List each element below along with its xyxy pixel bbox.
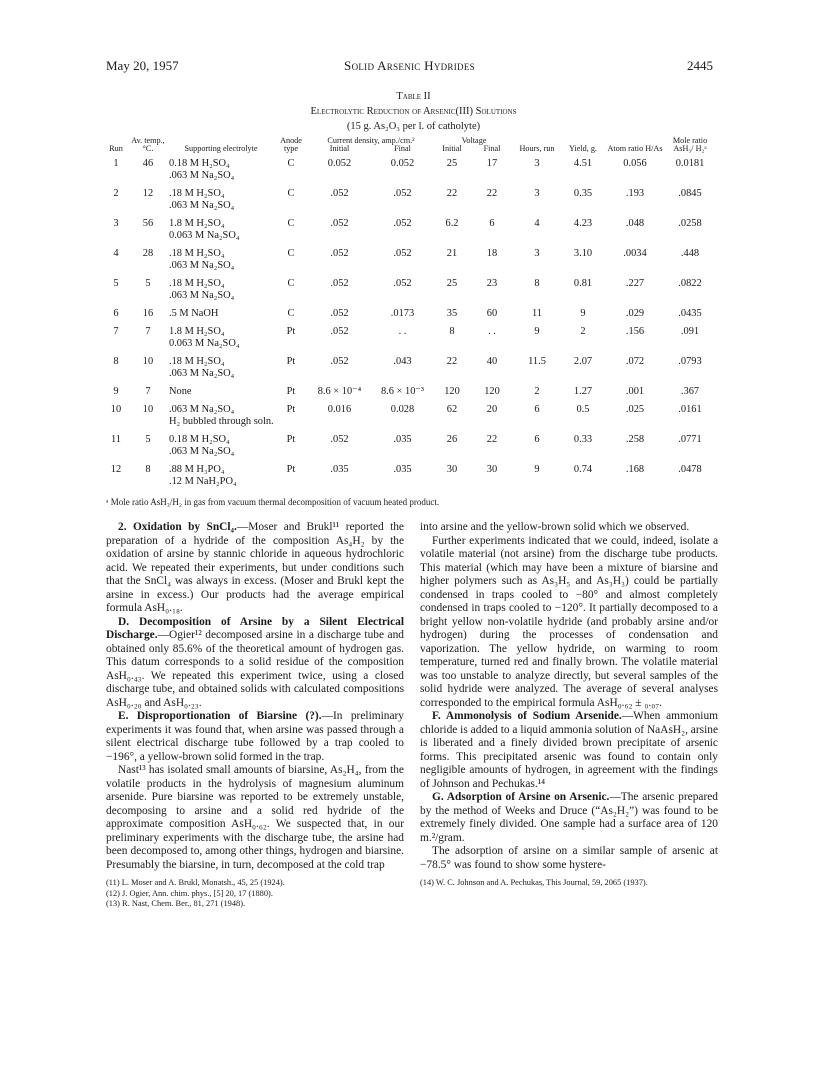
cell-hours: 3 — [534, 187, 540, 199]
cell-ci: .052 — [330, 217, 349, 229]
cell-anode: Pt — [286, 403, 296, 415]
cell-vf: . . — [488, 325, 496, 337]
col-voltage-final: Final — [483, 144, 501, 154]
para-adsorption: G. Adsorption of Arsine on Arsenic.—The arsenic prepared by the method of Weeks and Druce (“As₂H₂”) was found to be extremely finely divided. One sample had a surface area of 120 m.²/gram. — [420, 791, 718, 844]
cell-yield: 0.35 — [573, 187, 593, 199]
cell-run: 11 — [110, 433, 121, 445]
cell-run: 8 — [113, 355, 119, 367]
table-row-continuation — [104, 476, 716, 494]
para-nast: Nast¹³ has isolated small amounts of biarsine, As₂H₄, from the volatile products in the hydrolysis of magnesium aluminum arsenide. Pure biarsine was reported to be extremely unstable, decomposing to arsine and a solid red hydride of the approximate composition AsH₀.₆₂. We suspected that, in our preliminary experiments with the discharge tube, the arsine had been decomposed to, among other things, hydrogen and biarsine. Presumably the biarsine, in turn, decomposed at the cold trap — [106, 764, 404, 871]
cell-ci: .035 — [330, 463, 349, 475]
cell-temp: 7 — [145, 325, 151, 337]
cell-ci: .052 — [330, 187, 349, 199]
cell-run: 12 — [110, 463, 122, 475]
cell-anode: Pt — [286, 385, 296, 397]
col-electrolyte: Supporting electrolyte — [184, 144, 258, 154]
para-discharge: D. Decomposition of Arsine by a Silent Electrical Discharge.—Ogier¹² decomposed arsine in a discharge tube and obtained only 85.6% of the theoretical amount of hydrogen gas. This datum corresponds to a solid residue of the composition AsH₀.₄₃. We repeated this experiment twice, using a closed discharge tube, and obtained solids with calculated compositions AsH₀.₂₀ and AsH₀.₂₃. — [106, 615, 404, 709]
cell-vf: 17 — [486, 157, 498, 169]
cell-hours: 2 — [534, 385, 540, 397]
cell-el1: 0.18 M H₂SO₄ — [169, 157, 230, 169]
cell-mole: .091 — [680, 325, 700, 337]
cell-el1: .063 M Na₂SO₄ — [169, 403, 235, 415]
cell-mole: .0822 — [678, 277, 702, 289]
footnotes-right — [420, 878, 718, 889]
cell-el1: .18 M H₂SO₄ — [169, 247, 225, 259]
cell-hours: 9 — [534, 325, 540, 337]
table-row — [104, 404, 716, 416]
cell-ci: .052 — [330, 325, 349, 337]
cell-vi: 120 — [444, 385, 460, 397]
cell-temp: 7 — [145, 385, 151, 397]
cell-mole: .0161 — [678, 403, 702, 415]
cell-ci: .052 — [330, 247, 349, 259]
cell-cf: 0.052 — [390, 157, 415, 169]
cell-run: 2 — [113, 187, 119, 199]
cell-yield: 2 — [580, 325, 586, 337]
para-ammonolysis: F. Ammonolysis of Sodium Arsenide.—When ammonium chloride is added to a liquid ammonia solution of NaAsH₂, arsine is liberated and a finely divided brown precipitate of arsenic forms. This precipitated arsenic was found to contain only negligible amounts of hydrogen, in agreement with the findings of Johnson and Pechukas.¹⁴ — [420, 710, 718, 790]
cell-vi: 25 — [446, 157, 458, 169]
footnotes-left — [106, 878, 404, 910]
cell-el2: 0.063 M Na₂SO₄ — [169, 229, 240, 241]
table-row-continuation — [104, 338, 716, 356]
cell-yield: 0.74 — [573, 463, 593, 475]
cell-atom: .227 — [625, 277, 645, 289]
cell-anode: Pt — [286, 325, 296, 337]
cell-atom: 0.056 — [623, 157, 647, 169]
cell-el1: None — [169, 385, 192, 397]
table-row — [104, 464, 716, 476]
cell-cf: .043 — [393, 355, 412, 367]
cell-mole: .0258 — [678, 217, 702, 229]
cell-vf: 23 — [486, 277, 498, 289]
footnote-13: (13) R. Nast, Chem. Ber., 81, 271 (1948). — [106, 899, 246, 908]
cell-el2: .063 M Na₂SO₄ — [169, 445, 235, 457]
cell-hours: 6 — [534, 403, 540, 415]
col-mole-ratio: Mole ratio AsH₃/ H₂ᵃ — [672, 136, 708, 154]
table-row — [104, 188, 716, 200]
table-row — [104, 278, 716, 290]
cell-temp: 12 — [142, 187, 154, 199]
cell-el1: .88 M H₃PO₄ — [169, 463, 225, 475]
cell-el1: 1.8 M H₂SO₄ — [169, 325, 225, 337]
cell-vf: 30 — [486, 463, 498, 475]
cell-temp: 16 — [142, 307, 154, 319]
cell-vi: 22 — [446, 187, 458, 199]
cell-ci: 0.016 — [327, 403, 352, 415]
cell-vf: 20 — [486, 403, 498, 415]
cell-anode: C — [287, 217, 295, 229]
para-oxidation: 2. Oxidation by SnCl₄.—Moser and Brukl¹¹ reported the preparation of a hydride of the composition As₄H₂ by the oxidation of arsine by stannic chloride in aqueous hydrochloric acid. We repeated their experiments, but under conditions such that the SnCl₄ was always in excess. (Moser and Brukl kept the arsine in excess.) Our products had the average empirical formula AsH₀.₁₈. — [106, 521, 404, 614]
cell-atom: .048 — [625, 217, 645, 229]
cell-mole: .0435 — [678, 307, 702, 319]
cell-ci: .052 — [330, 433, 349, 445]
cell-el2: .063 M Na₂SO₄ — [169, 199, 235, 211]
left-column — [106, 521, 404, 910]
cell-anode: C — [287, 157, 295, 169]
cell-run: 7 — [113, 325, 119, 337]
heading-ammonolysis: F. Ammonolysis of Sodium Arsenide. — [432, 710, 622, 722]
cell-vf: 40 — [486, 355, 498, 367]
cell-cf: 0.028 — [390, 403, 415, 415]
cell-temp: 10 — [142, 403, 154, 415]
table-row — [104, 434, 716, 446]
cell-atom: .193 — [625, 187, 645, 199]
col-current-final: Final — [394, 144, 411, 154]
cell-hours: 9 — [534, 463, 540, 475]
col-voltage-initial: Initial — [442, 144, 462, 154]
header-title: Solid Arsenic Hydrides — [344, 58, 475, 73]
heading-adsorption: G. Adsorption of Arsine on Arsenic. — [432, 791, 610, 803]
cell-temp: 5 — [145, 277, 151, 289]
cell-run: 6 — [113, 307, 119, 319]
table-row-continuation — [104, 416, 716, 434]
cell-vi: 8 — [449, 325, 455, 337]
cell-yield: 4.23 — [573, 217, 593, 229]
cell-yield: 0.5 — [576, 403, 590, 415]
cell-el2: .063 M Na₂SO₄ — [169, 289, 235, 301]
para-continued: into arsine and the yellow-brown solid which we observed. — [420, 521, 690, 533]
para-further: Further experiments indicated that we could, indeed, isolate a volatile material (not arsine) from the discharge tube products. This material (which may have been a mixture of biarsine and higher polymers such as As₃H₅ and As₃H₃) could be partially condensed in traps cooled to −80° and almost completely condensed in traps cooled to −120°. It partially decomposed to a bright yellow non-volatile hydride (and probably arsine and/or hydrogen) during the processes of condensation and vaporization. The yellow hydride, on warming to room temperature, turned red and finally brown. The volatile material was too unstable to analyze directly, but several samples of the solid hydride were analyzed. The average of several analyses corresponded to the empirical formula AsH₀.₆₂ ± ₀.₀₇. — [420, 534, 718, 709]
cell-el2: 0.063 M Na₂SO₄ — [169, 337, 240, 349]
cell-hours: 11 — [531, 307, 542, 319]
right-column — [420, 521, 718, 889]
cell-el1: .18 M H₂SO₄ — [169, 277, 225, 289]
cell-temp: 5 — [145, 433, 151, 445]
cell-hours: 8 — [534, 277, 540, 289]
table-caption: Electrolytic Reduction of Arsenic(III) Solutions — [310, 106, 517, 117]
cell-mole: .0478 — [678, 463, 702, 475]
cell-vi: 30 — [446, 463, 458, 475]
cell-anode: C — [287, 307, 295, 319]
cell-cf: .052 — [393, 217, 412, 229]
cell-temp: 28 — [142, 247, 154, 259]
col-current: Current density, amp./cm.² — [327, 136, 415, 145]
cell-vf: 120 — [484, 385, 500, 397]
cell-anode: Pt — [286, 355, 296, 367]
cell-vi: 21 — [446, 247, 458, 259]
cell-el1: .5 M NaOH — [169, 307, 219, 319]
cell-mole: .0793 — [678, 355, 702, 367]
cell-ci: .052 — [330, 355, 349, 367]
table-row-continuation — [104, 170, 716, 188]
cell-el2: H₂ bubbled through soln. — [169, 415, 274, 427]
table-row — [104, 218, 716, 230]
col-temp: Av. temp., °C. — [131, 136, 165, 154]
cell-vf: 22 — [486, 433, 498, 445]
table-subcaption: (15 g. As₂O₃ per l. of catholyte) — [346, 121, 481, 132]
cell-yield: 9 — [580, 307, 586, 319]
cell-mole: .0771 — [678, 433, 702, 445]
cell-el1: 1.8 M H₂SO₄ — [169, 217, 225, 229]
results-table — [104, 137, 716, 494]
cell-vf: 18 — [486, 247, 498, 259]
cell-anode: C — [287, 247, 295, 259]
table-row-continuation — [104, 260, 716, 278]
cell-ci: .052 — [330, 277, 349, 289]
page-number: 2445 — [687, 58, 713, 73]
cell-mole: .367 — [680, 385, 700, 397]
footnote-14: (14) W. C. Johnson and A. Pechukas, This Journal, 59, 2065 (1937). — [420, 878, 648, 887]
cell-hours: 4 — [534, 217, 540, 229]
cell-anode: C — [287, 187, 295, 199]
cell-el1: .18 M H₂SO₄ — [169, 355, 225, 367]
cell-vi: 26 — [446, 433, 458, 445]
para-hysteresis: The adsorption of arsine on a similar sample of arsenic at −78.5° was found to show some hystere- — [420, 845, 718, 871]
cell-vi: 35 — [446, 307, 458, 319]
col-current-initial: Initial — [329, 144, 350, 154]
cell-temp: 56 — [142, 217, 154, 229]
cell-yield: 2.07 — [573, 355, 593, 367]
cell-el2: .063 M Na₂SO₄ — [169, 169, 235, 181]
col-yield: Yield, g. — [569, 144, 597, 154]
cell-atom: .156 — [625, 325, 645, 337]
cell-atom: .168 — [625, 463, 645, 475]
cell-cf: . . — [398, 325, 407, 337]
cell-cf: .052 — [393, 187, 412, 199]
heading-discharge: D. Decomposition of Arsine by a Silent Electrical Discharge. — [106, 615, 404, 641]
col-atom-ratio: Atom ratio H/As — [607, 144, 663, 154]
footnote-12: (12) J. Ogier, Ann. chim. phys., [5] 20, 17 (1880). — [106, 888, 273, 898]
cell-yield: 0.33 — [573, 433, 593, 445]
cell-yield: 4.51 — [573, 157, 593, 169]
cell-atom: .072 — [625, 355, 645, 367]
cell-hours: 3 — [534, 157, 540, 169]
cell-atom: .001 — [625, 385, 645, 397]
footnote-11: (11) L. Moser and A. Brukl, Monatsh., 45, 25 (1924). — [106, 878, 285, 887]
table-row-continuation — [104, 446, 716, 464]
cell-anode: Pt — [286, 433, 296, 445]
cell-ci: 8.6 × 10⁻⁴ — [317, 385, 362, 397]
running-header — [106, 58, 713, 74]
cell-cf: .035 — [393, 433, 412, 445]
cell-hours: 3 — [534, 247, 540, 259]
cell-cf: .0173 — [390, 307, 415, 319]
table-row — [104, 248, 716, 260]
table-body — [104, 156, 716, 494]
table-row — [104, 308, 716, 326]
cell-yield: 0.81 — [573, 277, 593, 289]
cell-yield: 3.10 — [573, 247, 593, 259]
cell-anode: Pt — [286, 463, 296, 475]
cell-atom: .0034 — [623, 247, 647, 259]
heading-oxidation: 2. Oxidation by SnCl₄. — [118, 521, 237, 533]
cell-cf: .052 — [393, 277, 412, 289]
col-run: Run — [109, 144, 123, 154]
cell-cf: .052 — [393, 247, 412, 259]
cell-cf: 8.6 × 10⁻³ — [380, 385, 425, 397]
cell-vf: 6 — [489, 217, 495, 229]
cell-cf: .035 — [393, 463, 412, 475]
cell-temp: 8 — [145, 463, 151, 475]
cell-run: 5 — [113, 277, 119, 289]
table-label: Table II — [396, 91, 431, 102]
table-row-continuation — [104, 290, 716, 308]
cell-hours: 11.5 — [528, 355, 546, 367]
cell-run: 3 — [113, 217, 119, 229]
cell-el2: .12 M NaH₂PO₄ — [169, 475, 237, 487]
cell-run: 1 — [113, 157, 119, 169]
cell-run: 4 — [113, 247, 119, 259]
cell-vi: 6.2 — [445, 217, 459, 229]
cell-mole: 0.0181 — [675, 157, 705, 169]
cell-el1: .18 M H₂SO₄ — [169, 187, 225, 199]
header-date: May 20, 1957 — [106, 58, 179, 73]
table-row — [104, 386, 716, 404]
col-hours: Hours, run — [519, 144, 555, 154]
cell-mole: .448 — [680, 247, 700, 259]
cell-el2: .063 M Na₂SO₄ — [169, 259, 235, 271]
cell-el1: 0.18 M H₂SO₄ — [169, 433, 230, 445]
cell-ci: .052 — [330, 307, 349, 319]
cell-vi: 62 — [446, 403, 458, 415]
cell-atom: .025 — [625, 403, 645, 415]
cell-atom: .258 — [625, 433, 645, 445]
cell-run: 9 — [113, 385, 119, 397]
cell-run: 10 — [110, 403, 122, 415]
table-row — [104, 156, 716, 170]
cell-vi: 22 — [446, 355, 458, 367]
cell-vf: 60 — [486, 307, 498, 319]
cell-anode: C — [287, 277, 295, 289]
table-row — [104, 356, 716, 368]
table-footnote: ᵃ Mole ratio AsH₃/H₂ in gas from vacuum thermal decomposition of vacuum heated product. — [106, 497, 440, 507]
cell-vf: 22 — [486, 187, 498, 199]
col-anode: Anode type — [280, 136, 302, 154]
table-row — [104, 326, 716, 338]
cell-mole: .0845 — [678, 187, 702, 199]
cell-el2: .063 M Na₂SO₄ — [169, 367, 235, 379]
cell-yield: 1.27 — [573, 385, 593, 397]
table-row-continuation — [104, 230, 716, 248]
col-voltage: Voltage — [461, 136, 487, 145]
para-biarsine: E. Disproportionation of Biarsine (?).—In preliminary experiments it was found that, when arsine was passed through a silent electrical discharge tube followed by a trap cooled to −196°, a yellow-brown solid formed in the trap. — [106, 710, 404, 763]
cell-hours: 6 — [534, 433, 540, 445]
table-row-continuation — [104, 200, 716, 218]
table-row-continuation — [104, 368, 716, 386]
heading-biarsine: E. Disproportionation of Biarsine (?). — [118, 710, 322, 722]
cell-vi: 25 — [446, 277, 458, 289]
cell-temp: 46 — [142, 157, 154, 169]
cell-temp: 10 — [142, 355, 154, 367]
cell-ci: 0.052 — [327, 157, 352, 169]
cell-atom: .029 — [625, 307, 645, 319]
